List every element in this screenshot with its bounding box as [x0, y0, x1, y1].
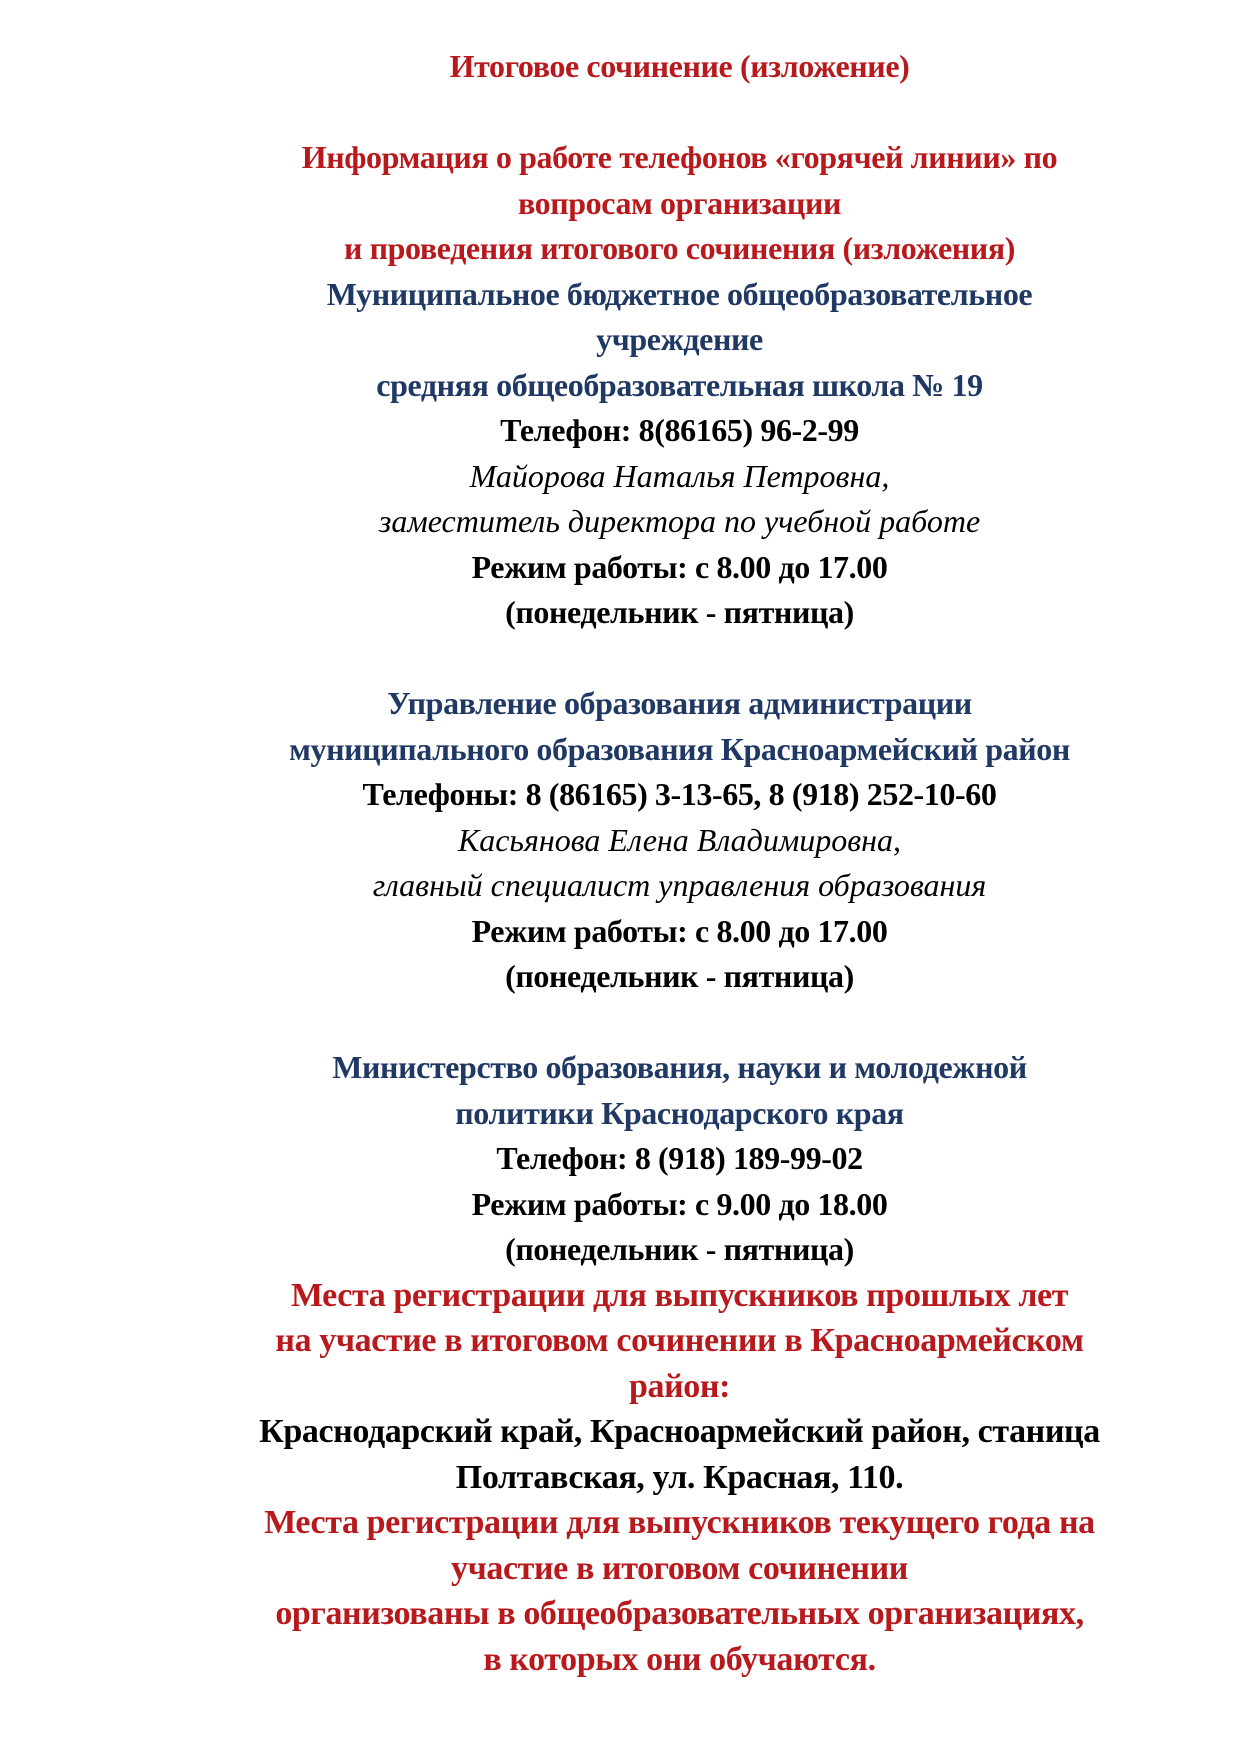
- edu-dept-contact-role: главный специалист управления образования: [372, 867, 987, 903]
- edu-dept-contact-name: Касьянова Елена Владимировна,: [457, 821, 902, 858]
- edu-dept-phones: Телефоны: 8 (86165) 3-13-65, 8 (918) 252-10-60: [362, 776, 997, 812]
- registration-current-year-line-4: в которых они обучаются.: [483, 1640, 876, 1678]
- ministry-name-line-2: политики Краснодарского края: [455, 1094, 904, 1131]
- school-name-line-3: средняя общеобразовательная школа № 19: [376, 366, 983, 403]
- ministry-work-days: (понедельник - пятница): [505, 1231, 854, 1267]
- school-name-line-2: учреждение: [596, 321, 763, 357]
- ministry-name-line-1: Министерство образования, науки и молодежной: [332, 1049, 1027, 1085]
- school-name-line-1: Муниципальное бюджетное общеобразовательное: [326, 275, 1033, 312]
- school-contact-name: Майорова Наталья Петровна,: [469, 457, 890, 494]
- edu-dept-work-days: (понедельник - пятница): [505, 958, 854, 994]
- hotline-intro-line-1: Информация о работе телефонов «горячей линии» по: [301, 139, 1058, 175]
- hotline-intro-line-2: вопросам организации: [517, 184, 842, 221]
- hotline-intro-line-3: и проведения итогового сочинения (изложения): [343, 230, 1015, 266]
- blank-line: [118, 1000, 1241, 1046]
- registration-current-year-line-1: Места регистрации для выпускников текущего года на: [264, 1504, 1095, 1541]
- blank-line: [118, 636, 1241, 682]
- registration-past-years-line-3: район:: [628, 1367, 730, 1405]
- registration-current-year-line-3: организованы в общеобразовательных организациях,: [275, 1595, 1084, 1632]
- ministry-work-hours: Режим работы: с 9.00 до 18.00: [471, 1185, 888, 1222]
- school-work-days: (понедельник - пятница): [505, 594, 854, 630]
- edu-dept-work-hours: Режим работы: с 8.00 до 17.00: [471, 912, 888, 949]
- page-title: Итоговое сочинение (изложение): [449, 48, 910, 84]
- school-contact-role: заместитель директора по учебной работе: [378, 503, 981, 539]
- school-work-hours: Режим работы: с 8.00 до 17.00: [471, 548, 888, 585]
- registration-past-years-line-1: Места регистрации для выпускников прошлых лет: [290, 1276, 1069, 1314]
- registration-address-line-2: Полтавская, ул. Красная, 110.: [455, 1458, 904, 1496]
- blank-line: [118, 90, 1241, 136]
- registration-past-years-line-2: на участие в итоговом сочинении в Красноармейском: [275, 1322, 1084, 1359]
- school-phone: Телефон: 8(86165) 96-2-99: [500, 412, 859, 448]
- edu-dept-name-line-2: муниципального образования Красноармейский район: [289, 730, 1070, 767]
- registration-current-year-line-2: участие в итоговом сочинении: [451, 1549, 908, 1587]
- registration-address-line-1: Краснодарский край, Красноармейский район, станица: [259, 1413, 1100, 1450]
- ministry-phone: Телефон: 8 (918) 189-99-02: [496, 1140, 863, 1176]
- edu-dept-name-line-1: Управление образования администрации: [387, 685, 972, 721]
